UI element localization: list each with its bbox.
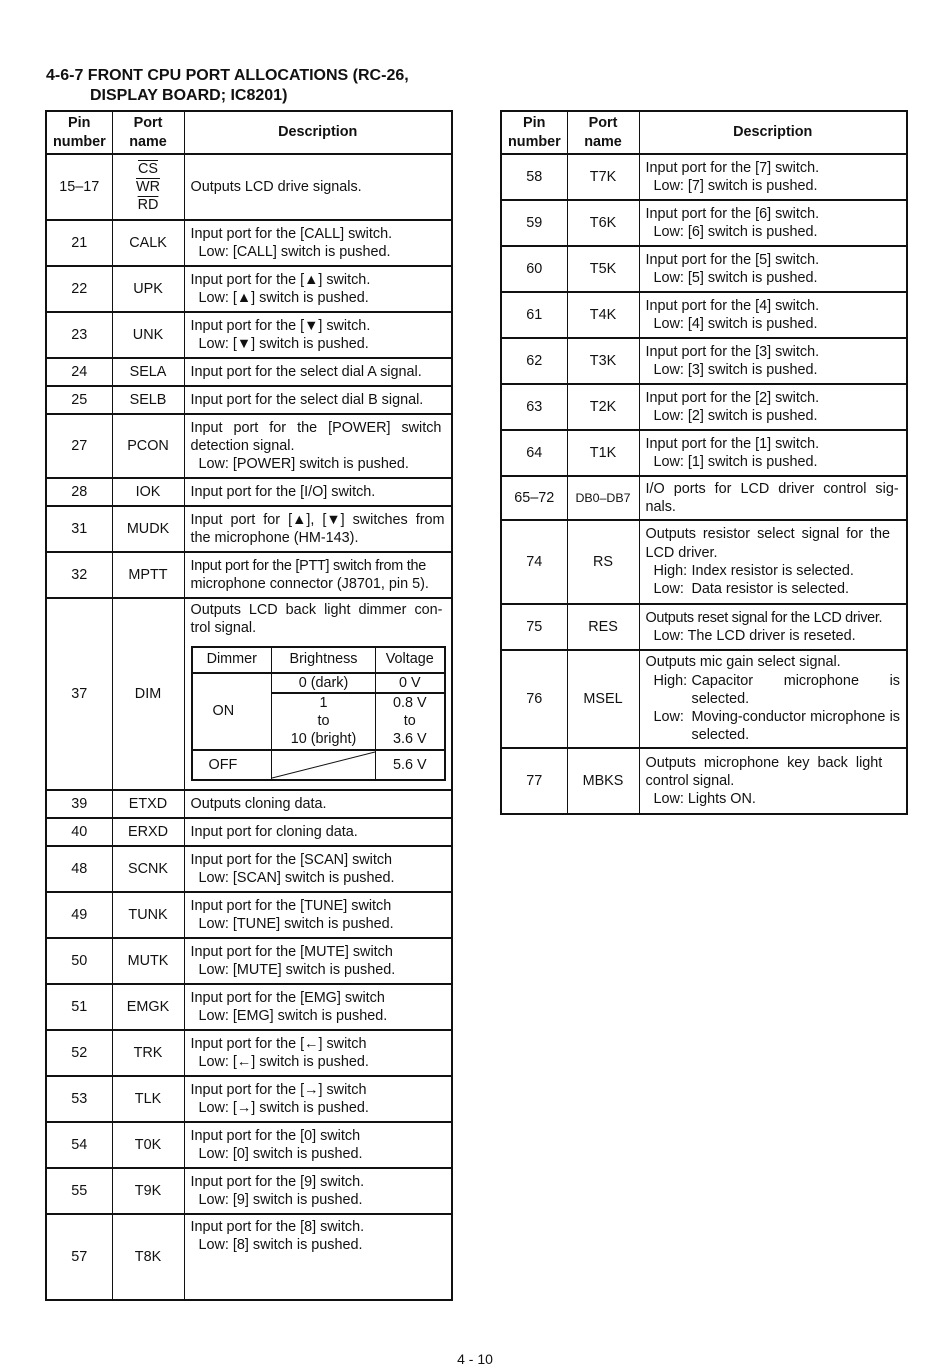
description: Input port for [▲], [▼] switches from the microphone (HM-143).	[184, 506, 452, 552]
pin-number: 62	[501, 338, 567, 384]
pin-number: 54	[46, 1122, 112, 1168]
section-title-line1: 4-6-7 FRONT CPU PORT ALLOCATIONS (RC-26,	[46, 67, 409, 84]
pin-number: 75	[501, 604, 567, 650]
brightness-range: 1 to 10 (bright)	[272, 693, 376, 750]
table-row	[46, 1030, 452, 1076]
dimmer-header: Dimmer	[192, 647, 272, 673]
port-name: MPTT	[112, 552, 184, 598]
table-row	[501, 246, 907, 292]
description: Outputs reset signal for the LCD driver. Low: The LCD driver is reseted.	[639, 604, 907, 650]
pin-number: 51	[46, 984, 112, 1030]
table-row	[46, 1214, 452, 1300]
description: Outputs LCD drive signals.	[184, 154, 452, 220]
pin-number: 76	[501, 650, 567, 748]
port-name: TLK	[112, 1076, 184, 1122]
page-number: 4 - 10	[457, 1351, 493, 1367]
description: I/O ports for LCD driver control sig- nals.	[639, 476, 907, 520]
description: Input port for the [EMG] switch Low: [EMG] switch is pushed.	[184, 984, 452, 1030]
description: Input port for the [PTT] switch from the microphone connector (J8701, pin 5).	[184, 552, 452, 598]
table-row	[46, 154, 452, 220]
header-port-name: Port name	[112, 111, 184, 154]
port-name: CALK	[112, 220, 184, 266]
table-row	[46, 1168, 452, 1214]
header-description: Description	[639, 111, 907, 154]
description: Input port for the [←] switch Low: [←] switch is pushed.	[184, 1030, 452, 1076]
port-name: T8K	[112, 1214, 184, 1300]
pin-number: 52	[46, 1030, 112, 1076]
table-row	[46, 892, 452, 938]
description: Input port for the [3] switch. Low: [3] switch is pushed.	[639, 338, 907, 384]
table-row	[501, 384, 907, 430]
port-name: UNK	[112, 312, 184, 358]
header-pin-number: Pin number	[46, 111, 112, 154]
table-row	[46, 386, 452, 414]
port-name: SELB	[112, 386, 184, 414]
table-row	[501, 650, 907, 748]
dimmer-on: ON	[192, 673, 272, 750]
port-name: TUNK	[112, 892, 184, 938]
description: Outputs resistor select signal for the LCD driver. High: Index resistor is selected. Low: Data resistor is selected.	[639, 520, 907, 604]
pin-number: 40	[46, 818, 112, 846]
pin-number: 65–72	[501, 476, 567, 520]
table-row	[501, 520, 907, 604]
port-name: RS	[567, 520, 639, 604]
description: Input port for cloning data.	[184, 818, 452, 846]
table-row	[46, 846, 452, 892]
pin-number: 64	[501, 430, 567, 476]
table-row	[46, 358, 452, 386]
description: Input port for the [SCAN] switch Low: [SCAN] switch is pushed.	[184, 846, 452, 892]
table-row	[46, 790, 452, 818]
brightness-header: Brightness	[272, 647, 376, 673]
table-row	[46, 1122, 452, 1168]
port-name: T9K	[112, 1168, 184, 1214]
pin-number: 74	[501, 520, 567, 604]
table-row	[501, 200, 907, 246]
port-name: EMGK	[112, 984, 184, 1030]
description: Input port for the [1] switch. Low: [1] switch is pushed.	[639, 430, 907, 476]
pin-number: 39	[46, 790, 112, 818]
pin-number: 57	[46, 1214, 112, 1300]
voltage-range: 0.8 V to 3.6 V	[376, 693, 445, 750]
port-name: T3K	[567, 338, 639, 384]
pin-number: 31	[46, 506, 112, 552]
pin-number: 77	[501, 748, 567, 814]
description: Input port for the [▲] switch. Low: [▲] switch is pushed.	[184, 266, 452, 312]
description: Input port for the select dial A signal.	[184, 358, 452, 386]
table-row	[46, 312, 452, 358]
table-row	[501, 154, 907, 200]
port-table-left	[45, 110, 453, 1301]
port-name: MSEL	[567, 650, 639, 748]
diagonal-line-icon	[272, 751, 375, 779]
table-row	[46, 220, 452, 266]
table-row	[46, 1076, 452, 1122]
description: Input port for the [▼] switch. Low: [▼] switch is pushed.	[184, 312, 452, 358]
pin-number: 28	[46, 478, 112, 506]
header-description: Description	[184, 111, 452, 154]
port-name: SCNK	[112, 846, 184, 892]
port-name: ETXD	[112, 790, 184, 818]
table-row	[46, 478, 452, 506]
pin-number: 55	[46, 1168, 112, 1214]
description: Input port for the [7] switch. Low: [7] switch is pushed.	[639, 154, 907, 200]
pin-number: 32	[46, 552, 112, 598]
description: Input port for the [5] switch. Low: [5] switch is pushed.	[639, 246, 907, 292]
dimmer-table	[191, 646, 446, 781]
port-name: $\overline{CS}$ $\overline{WR}$ $\overline{RD}$	[112, 154, 184, 220]
description: Outputs LCD back light dimmer con- trol signal. Dimmer Brightness Voltage ON 0 (dark) 0 V 1 to 10 (bright) 0.8 V to 3.6 V OFF 5.6 V	[184, 598, 452, 790]
table-row	[46, 266, 452, 312]
description: Input port for the [MUTE] switch Low: [MUTE] switch is pushed.	[184, 938, 452, 984]
brightness-na-diagonal	[272, 750, 376, 780]
pin-number: 63	[501, 384, 567, 430]
header-pin-number: Pin number	[501, 111, 567, 154]
table-row	[501, 338, 907, 384]
port-name: T5K	[567, 246, 639, 292]
description: Input port for the [→] switch Low: [→] switch is pushed.	[184, 1076, 452, 1122]
description: Input port for the [6] switch. Low: [6] switch is pushed.	[639, 200, 907, 246]
description: Input port for the [TUNE] switch Low: [TUNE] switch is pushed.	[184, 892, 452, 938]
port-name: DB0–DB7	[567, 476, 639, 520]
pin-number: 21	[46, 220, 112, 266]
pin-number: 15–17	[46, 154, 112, 220]
pin-number: 50	[46, 938, 112, 984]
table-row	[46, 938, 452, 984]
table-row	[46, 984, 452, 1030]
table-row	[501, 748, 907, 814]
port-name: T0K	[112, 1122, 184, 1168]
header-port-name: Port name	[567, 111, 639, 154]
port-name: RES	[567, 604, 639, 650]
port-name: T2K	[567, 384, 639, 430]
pin-number: 48	[46, 846, 112, 892]
description: Input port for the [2] switch. Low: [2] switch is pushed.	[639, 384, 907, 430]
port-name: T1K	[567, 430, 639, 476]
port-name: PCON	[112, 414, 184, 478]
port-name: ERXD	[112, 818, 184, 846]
description: Input port for the [9] switch. Low: [9] switch is pushed.	[184, 1168, 452, 1214]
port-table-right	[500, 110, 908, 815]
description: Input port for the [I/O] switch.	[184, 478, 452, 506]
table-row	[46, 552, 452, 598]
table-row	[46, 818, 452, 846]
port-name: IOK	[112, 478, 184, 506]
table-row	[46, 414, 452, 478]
description: Input port for the [4] switch. Low: [4] switch is pushed.	[639, 292, 907, 338]
section-title-line2: DISPLAY BOARD; IC8201)	[90, 87, 288, 104]
description: Input port for the [8] switch. Low: [8] switch is pushed.	[184, 1214, 452, 1300]
pin-number: 25	[46, 386, 112, 414]
table-row	[46, 598, 452, 790]
pin-number: 60	[501, 246, 567, 292]
pin-number: 22	[46, 266, 112, 312]
port-name: MUDK	[112, 506, 184, 552]
description: Input port for the select dial B signal.	[184, 386, 452, 414]
dimmer-off: OFF	[192, 750, 272, 780]
description: Outputs cloning data.	[184, 790, 452, 818]
description: Input port for the [0] switch Low: [0] switch is pushed.	[184, 1122, 452, 1168]
pin-number: 59	[501, 200, 567, 246]
pin-number: 49	[46, 892, 112, 938]
pin-number: 23	[46, 312, 112, 358]
pin-number: 37	[46, 598, 112, 790]
port-name: MUTK	[112, 938, 184, 984]
voltage-header: Voltage	[376, 647, 445, 673]
description: Outputs microphone key back light control signal. Low: Lights ON.	[639, 748, 907, 814]
pin-number: 58	[501, 154, 567, 200]
table-row	[501, 604, 907, 650]
port-name: T7K	[567, 154, 639, 200]
port-name: T6K	[567, 200, 639, 246]
pin-number: 61	[501, 292, 567, 338]
port-name: MBKS	[567, 748, 639, 814]
description: Input port for the [CALL] switch. Low: [CALL] switch is pushed.	[184, 220, 452, 266]
port-name: T4K	[567, 292, 639, 338]
pin-number: 53	[46, 1076, 112, 1122]
port-name: TRK	[112, 1030, 184, 1076]
table-row	[501, 292, 907, 338]
port-name: DIM	[112, 598, 184, 790]
voltage-dark: 0 V	[376, 673, 445, 693]
port-name: UPK	[112, 266, 184, 312]
description: Outputs mic gain select signal. High: Capacitor microphone is selected. Low: Moving-conductor microphone is selected.	[639, 650, 907, 748]
port-name: SELA	[112, 358, 184, 386]
pin-number: 27	[46, 414, 112, 478]
brightness-dark: 0 (dark)	[272, 673, 376, 693]
description: Input port for the [POWER] switch detection signal. Low: [POWER] switch is pushed.	[184, 414, 452, 478]
pin-number: 24	[46, 358, 112, 386]
table-row	[46, 506, 452, 552]
voltage-off: 5.6 V	[376, 750, 445, 780]
table-row	[501, 476, 907, 520]
section-title	[46, 66, 466, 106]
table-row	[501, 430, 907, 476]
